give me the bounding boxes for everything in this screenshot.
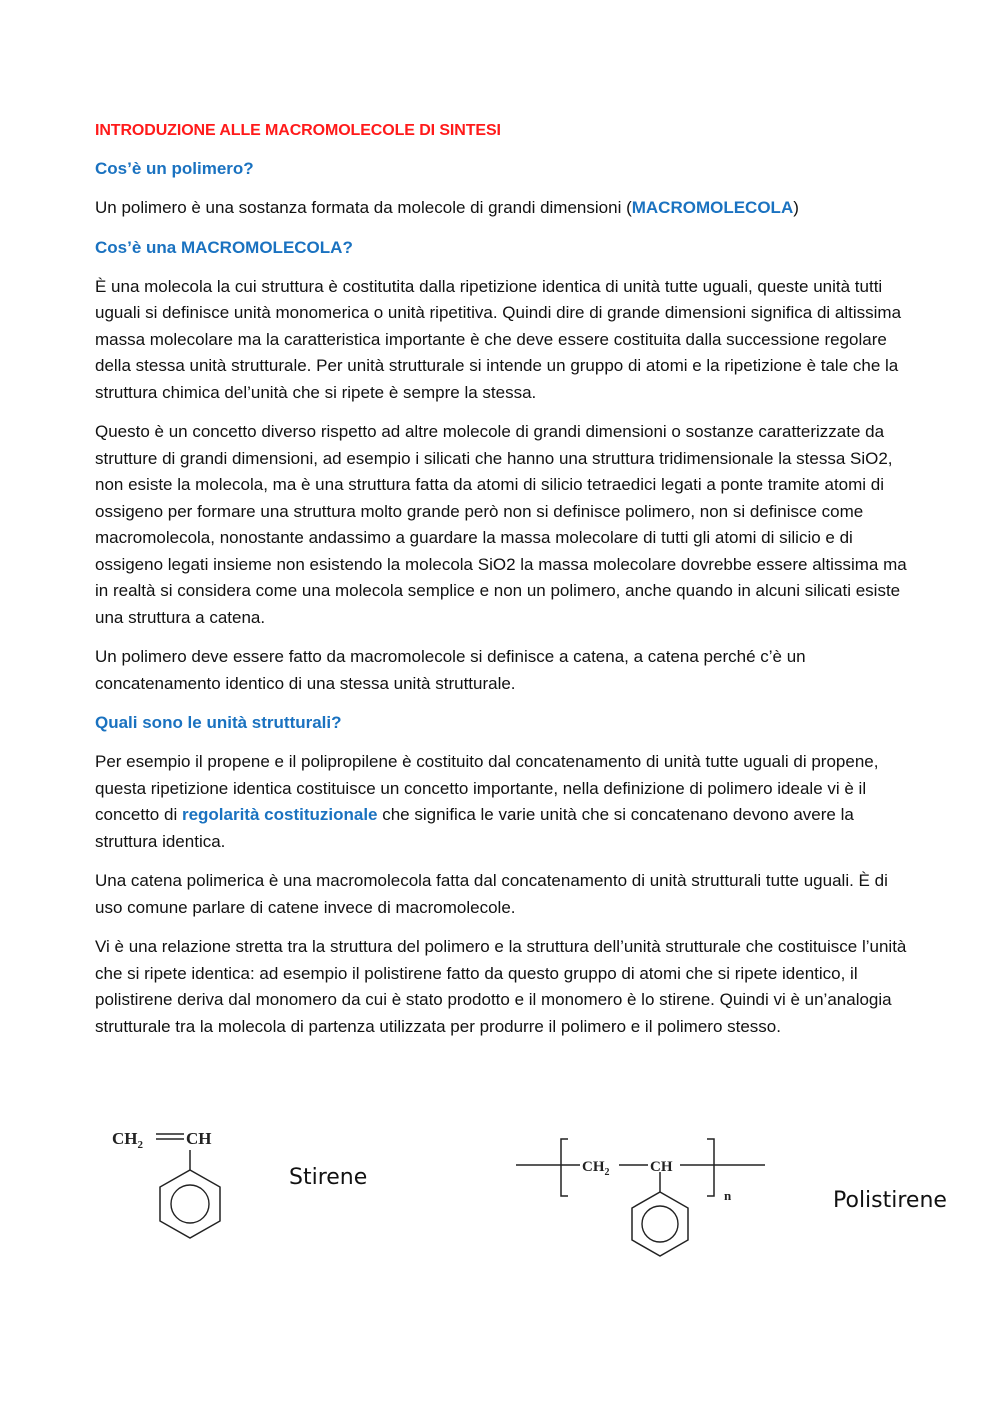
aromatic-circle (171, 1185, 209, 1223)
text: Un polimero è una sostanza formata da molecole di grandi dimensioni ( (95, 198, 632, 217)
text: Per esempio il propene e il polipropilene è costituito dal concatenamento di unità tutte uguali di propene, questa ripetizione identica costituisce un concetto importante, nella definizione di polimero ideale vi è il concetto di (95, 752, 879, 824)
poly-ch2: $CH_2$ (582, 1159, 610, 1178)
styrene-label: Stirene (289, 1165, 368, 1190)
aromatic-circle (642, 1206, 678, 1242)
benzene-ring (632, 1192, 688, 1256)
heading-what-is-macromolecule: Cos’è una MACROMOLECOLA? (95, 237, 353, 257)
paragraph-polymer-chain: Una catena polimerica è una macromolecola fatta dal concatenamento di unità strutturali tutte uguali. È di uso comune parlare di catene invece di macromolecole. (95, 871, 888, 917)
styrene-structure (112, 1129, 220, 1238)
document-title: INTRODUZIONE ALLE MACROMOLECOLE DI SINTESI (95, 122, 501, 139)
styrene-polystyrene-figure (0, 1118, 1000, 1278)
poly-ch: CH (650, 1159, 673, 1175)
bracket-right (707, 1139, 714, 1196)
term-macromolecola: MACROMOLECOLA (631, 198, 794, 217)
heading-structural-units: Quali sono le unità strutturali? (95, 713, 342, 732)
document-body (95, 118, 907, 1053)
styrene-ch2: $CH_2$ (112, 1129, 143, 1151)
repeat-index-n: n (724, 1188, 732, 1203)
heading-what-is-polymer: Cos’è un polimero? (95, 159, 254, 178)
term-regolarita-costituzionale: regolarità costituzionale (181, 805, 378, 824)
paragraph-polymer-definition (95, 195, 907, 222)
paragraph-propene (95, 749, 907, 855)
bracket-left (561, 1139, 568, 1196)
text: che significa le varie unità che si concatenano devono avere la struttura identica. (95, 805, 854, 851)
paragraph-styrene-relation: Vi è una relazione stretta tra la struttura del polimero e la struttura dell’unità strutturale che costituisce l’unità che si ripete identica: ad esempio il polistirene fatto da questo gruppo di atomi che si ripete identico, il polistirene deriva dal monomero da cui è stato prodotto e il monomero è lo stirene. Quindi vi è un’analogia strutturale tra la molecola di partenza utilizzata per produrre il polimero e il polimero stesso. (95, 937, 907, 1036)
polystyrene-label: Polistirene (833, 1188, 947, 1213)
paragraph-silicates: Questo è un concetto diverso rispetto ad altre molecole di grandi dimensioni o sostanze caratterizzate da strutture di grandi dimensioni, ad esempio i silicati che hanno una struttura tridimensionale la stessa SiO2, non esiste la molecola, ma è una struttura fatta da atomi di silicio tetraedici legati a ponte tramite atomi di ossigeno per formare una struttura molto grande però non si definisce polimero, non si definisce come macromolecola, nonostante andassimo a guardare la massa molecolare di tutti gli atomi di silicio e di ossigeno legati insieme non esistendo la molecola SiO2 la massa molecolare dovrebbe essere altissima ma in realtà si considera come una molecola semplice e non un polimero, anche quando in alcuni silicati esiste una struttura a catena. (95, 422, 907, 627)
paragraph-macromolecule-definition: È una molecola la cui struttura è costitutita dalla ripetizione identica di unità tutte uguali, queste unità tutti uguali si definisce unità monomerica o unità ripetitiva. Quindi dire di grande dimensioni significa di altissima massa molecolare ma la caratteristica importante è che deve essere costituita dalla successione regolare della stessa unità strutturale. Per unità strutturale si intende un gruppo di atomi e la ripetizione è tale che la struttura chimica del’unità che si ripete è sempre la stessa. (95, 276, 902, 402)
paragraph-chain: Un polimero deve essere fatto da macromolecole si definisce a catena, a catena perché c’è un concatenamento identico di una stessa unità strutturale. (95, 647, 806, 693)
text: ) (793, 198, 799, 217)
polystyrene-structure (516, 1139, 765, 1256)
styrene-ch: CH (186, 1129, 212, 1148)
benzene-ring (160, 1170, 220, 1238)
